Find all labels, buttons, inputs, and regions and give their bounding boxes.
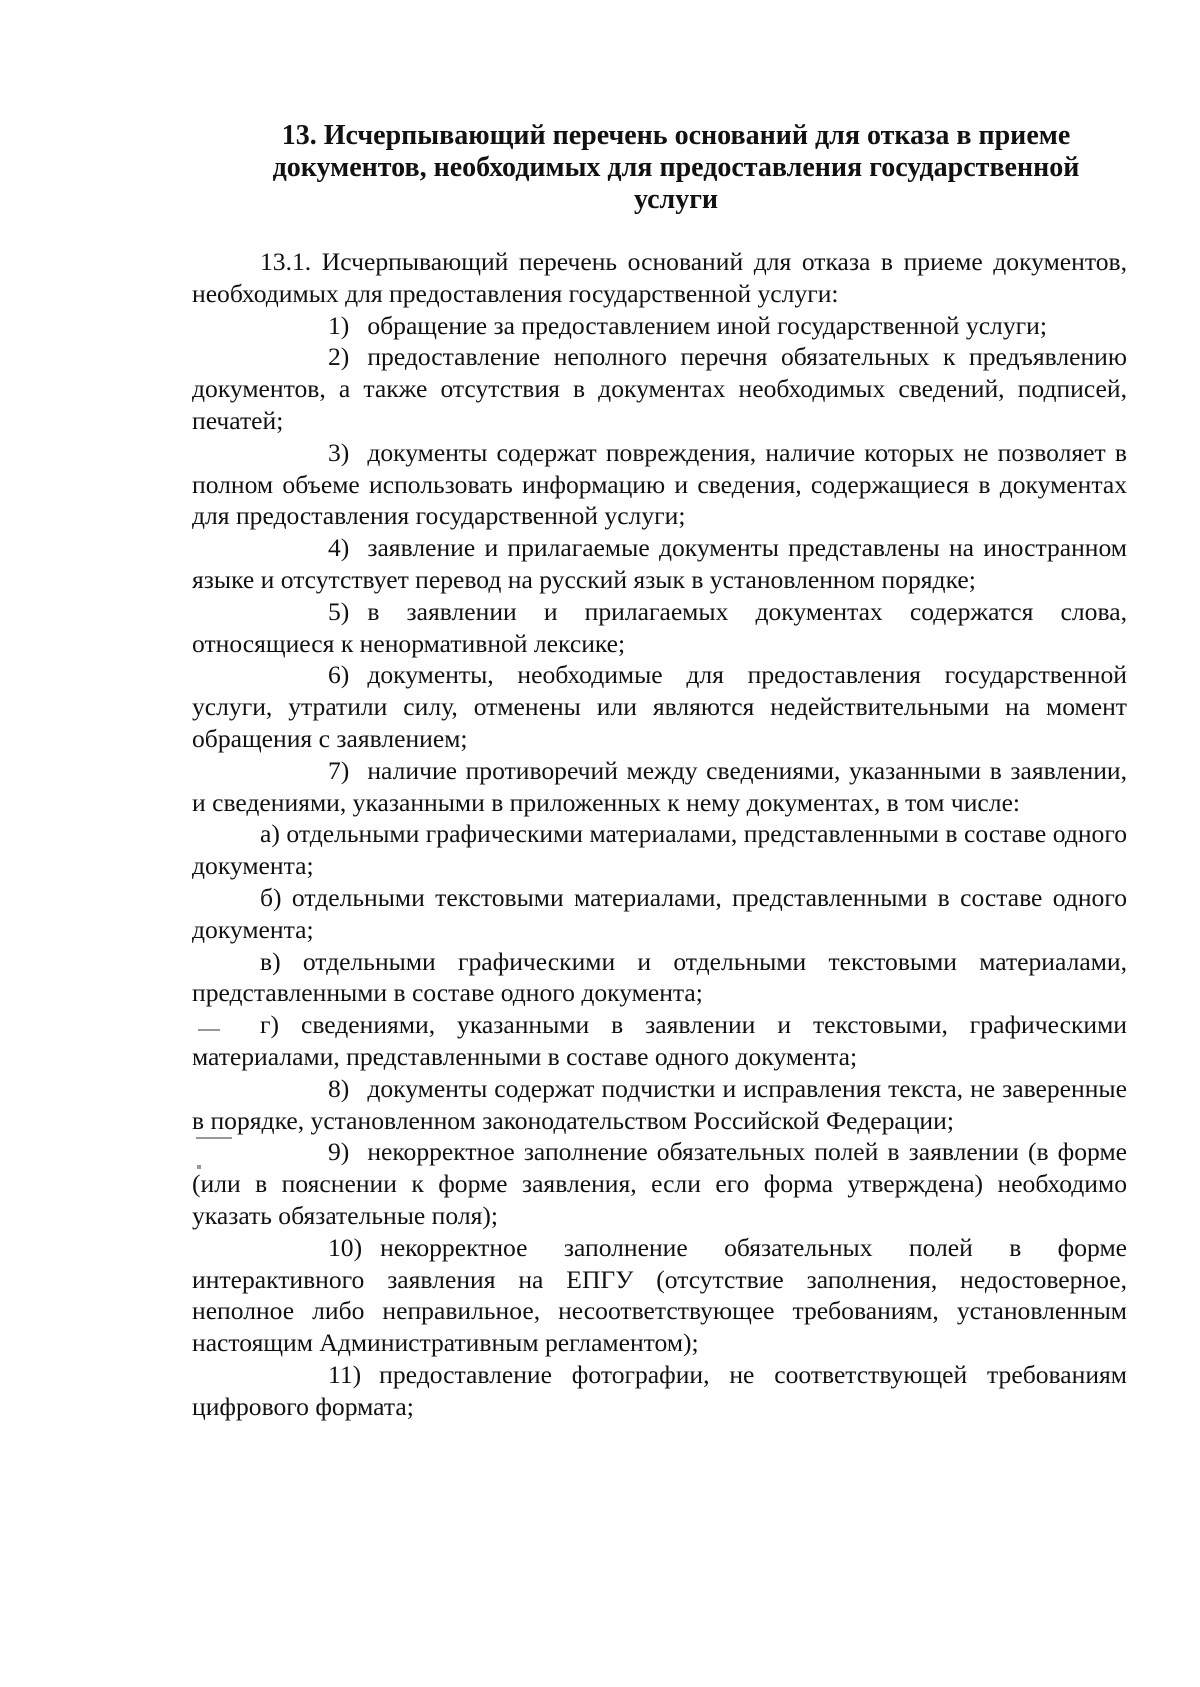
sub-item: г) сведениями, указанными в заявлении и текстовыми, графическими материалами, представленными в составе одного документа;: [192, 1010, 1127, 1071]
list-item: [192, 1232, 1127, 1359]
list-item-number: 1): [328, 310, 350, 340]
document-body: [192, 246, 1127, 1422]
scan-artifact: [197, 1165, 201, 1169]
sub-item: а) отдельными графическими материалами, представленными в составе одного документа;: [192, 819, 1127, 881]
list-item-text: наличие противоречий между сведениями, указанными в заявлении, и сведениями, указанными в приложенных к нему документах, в том числе:: [192, 755, 1127, 817]
list-item: [192, 659, 1127, 754]
list-item: [192, 437, 1127, 532]
intro-paragraph: 13.1. Исчерпывающий перечень оснований для отказа в приеме документов, необходимых для предоставления государственной услуги:: [192, 247, 1127, 308]
sub-item: б) отдельными текстовыми материалами, представленными в составе одного документа;: [192, 882, 1127, 944]
heading-line-3: услуги: [633, 184, 719, 215]
list-item-text: предоставление фотографии, не соответствующей требованиям цифрового формата;: [192, 1359, 1127, 1421]
list-item-number: 5): [328, 596, 350, 626]
scan-artifact: [198, 1029, 220, 1031]
heading-line-1: 13. Исчерпывающий перечень оснований для отказа в приеме: [281, 120, 1071, 151]
list-item: [192, 310, 1127, 342]
list-item-text: в заявлении и прилагаемых документах содержатся слова, относящиеся к ненормативной лексике;: [192, 596, 1127, 658]
list-item: [192, 1359, 1127, 1423]
scan-artifact: [196, 1137, 232, 1139]
list-item-number: 3): [328, 437, 350, 467]
list-item-text: некорректное заполнение обязательных полей в форме интерактивного заявления на ЕПГУ (отсутствие заполнения, недостоверное, неполное либо неправильное, несоответствующее требованиям, установленным настоящим Административным регламентом);: [192, 1232, 1127, 1358]
sub-item: в) отдельными графическими и отдельными текстовыми материалами, представленными в составе одного документа;: [192, 946, 1127, 1008]
list-item: [192, 532, 1127, 596]
list-item: [192, 1073, 1127, 1137]
list-item-text: документы содержат повреждения, наличие которых не позволяет в полном объеме использовать информацию и сведения, содержащиеся в документах для предоставления государственной услуги;: [192, 437, 1127, 531]
list-item: [192, 596, 1127, 660]
list-item-number: 10): [328, 1232, 363, 1262]
list-item-text: заявление и прилагаемые документы представлены на иностранном языке и отсутствует перевод на русский язык в установленном порядке;: [192, 533, 1127, 594]
list-item-number: 6): [328, 660, 350, 690]
list-item-text: документы, необходимые для предоставления государственной услуги, утратили силу, отменены или являются недействительными на момент обращения с заявлением;: [192, 660, 1127, 753]
heading-line-2: документов, необходимых для предоставления государственной: [272, 152, 1080, 183]
list-item: [192, 341, 1127, 436]
section-heading: [196, 120, 1156, 216]
list-item-number: 11): [328, 1359, 362, 1389]
list-item-text: обращение за предоставлением иной государственной услуги;: [367, 310, 1047, 340]
list-item-number: 7): [328, 755, 350, 785]
list-item-number: 9): [328, 1137, 350, 1167]
list-item: [192, 755, 1127, 819]
list-item-number: 4): [328, 533, 350, 563]
list-item-number: 8): [328, 1073, 350, 1103]
list-item-text: некорректное заполнение обязательных полей в заявлении (в форме (или в пояснении к форме заявления, если его форма утверждена) необходимо указать обязательные поля);: [192, 1137, 1127, 1230]
list-item: [192, 1136, 1127, 1231]
list-item-number: 2): [328, 342, 350, 372]
list-item-text: предоставление неполного перечня обязательных к предъявлению документов, а также отсутствия в документах необходимых сведений, подписей, печатей;: [192, 342, 1127, 435]
list-item-text: документы содержат подчистки и исправления текста, не заверенные в порядке, установленном законодательством Российской Федерации;: [192, 1073, 1127, 1135]
